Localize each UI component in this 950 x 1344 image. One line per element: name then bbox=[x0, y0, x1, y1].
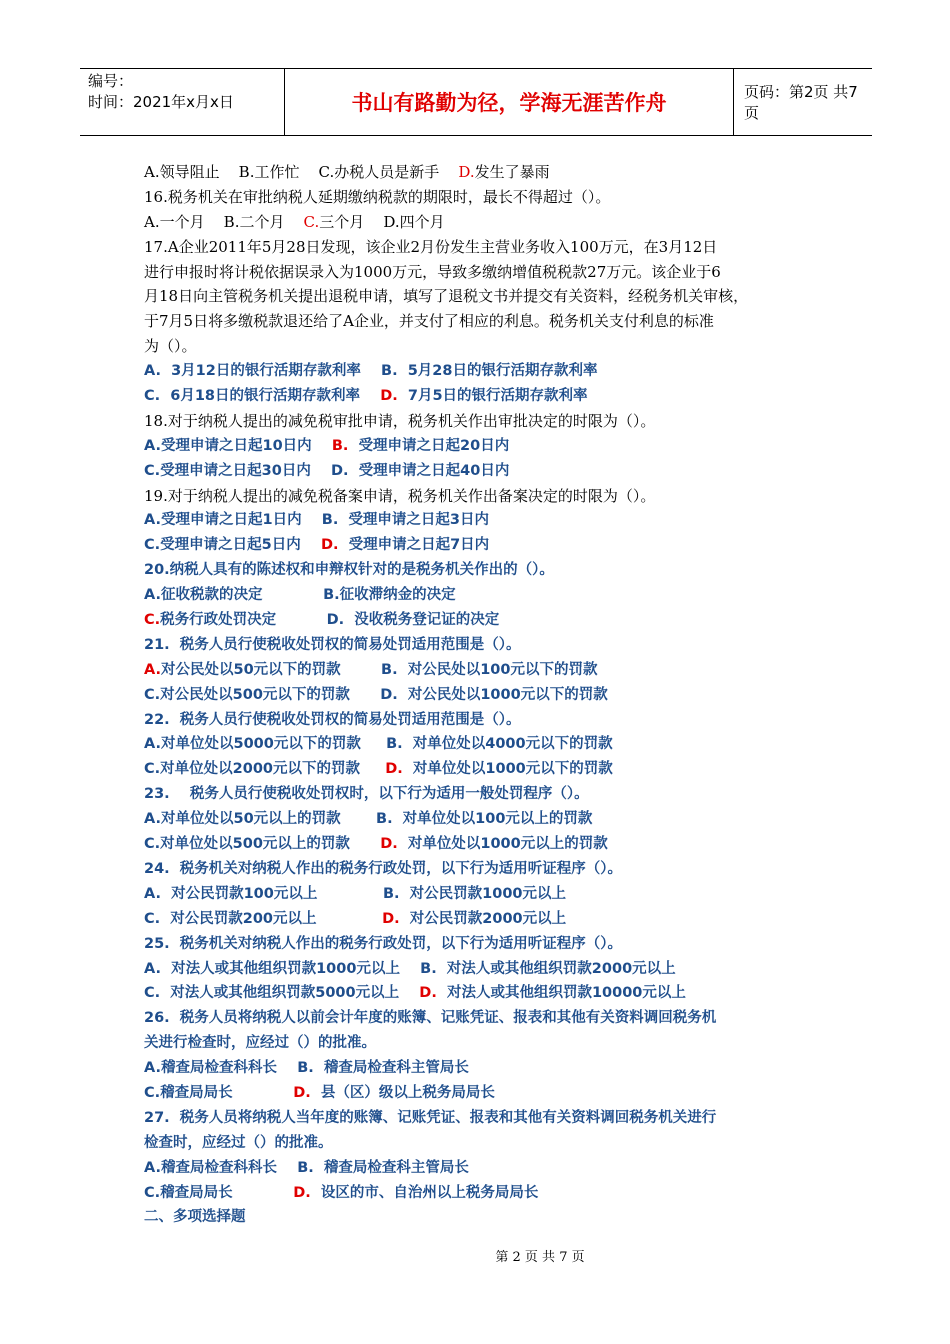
text-segment: 三个月 D.四个月 bbox=[319, 212, 445, 231]
text-line bbox=[144, 284, 824, 309]
header-meta bbox=[80, 69, 284, 135]
answer-marker: C. bbox=[144, 612, 161, 629]
text-segment: 为（）。 bbox=[144, 337, 197, 356]
text-segment: 18.对于纳税人提出的减免税审批申请，税务机关作出审批决定的时限为（）。 bbox=[144, 411, 656, 430]
text-segment: A.对单位处以5000元以下的罚款 B. 对单位处以4000元以下的罚款 bbox=[144, 736, 613, 753]
text-segment: A.对单位处以50元以上的罚款 B. 对单位处以100元以上的罚款 bbox=[144, 811, 593, 828]
answer-marker: D. bbox=[458, 163, 475, 181]
text-line bbox=[144, 1031, 824, 1056]
text-line bbox=[144, 583, 824, 608]
text-line bbox=[144, 334, 824, 359]
document-body bbox=[144, 160, 824, 1230]
text-line bbox=[144, 832, 824, 857]
text-line bbox=[144, 857, 824, 882]
text-segment: A. 对法人或其他组织罚款1000元以上 B. 对法人或其他组织罚款2000元以上 bbox=[144, 960, 676, 977]
text-line bbox=[144, 359, 824, 384]
answer-marker: D. bbox=[320, 537, 339, 554]
text-segment: C.稽查局局长 bbox=[144, 1084, 294, 1101]
text-segment: C.对公民处以500元以下的罚款 D. 对公民处以1000元以下的罚款 bbox=[144, 686, 608, 703]
text-line bbox=[144, 658, 824, 683]
text-line bbox=[144, 1156, 824, 1181]
header-page-label: 页码：第2页 共7页 bbox=[744, 83, 858, 122]
text-line bbox=[144, 981, 824, 1006]
answer-marker: A. bbox=[144, 661, 161, 678]
header-number-label: 编号： bbox=[88, 72, 134, 90]
text-line bbox=[144, 1131, 824, 1156]
answer-marker: D. bbox=[293, 1184, 311, 1201]
text-line bbox=[144, 708, 824, 733]
text-line bbox=[144, 1106, 824, 1131]
text-segment: C.对单位处以2000元以下的罚款 bbox=[144, 761, 386, 778]
text-segment: A.领导阻止 B.工作忙 C.办税人员是新手 bbox=[144, 163, 459, 181]
text-line bbox=[144, 484, 824, 509]
text-segment: A.受理申请之日起1日内 B. 受理申请之日起3日内 bbox=[144, 512, 490, 529]
text-line bbox=[144, 384, 824, 409]
answer-marker: D. bbox=[380, 836, 398, 853]
text-line bbox=[144, 160, 824, 185]
text-line bbox=[144, 807, 824, 832]
answer-marker: D. bbox=[380, 388, 398, 405]
text-segment: 对公民罚款2000元以上 bbox=[399, 910, 567, 927]
text-segment: C. 对法人或其他组织罚款5000元以上 bbox=[144, 985, 420, 1002]
answer-marker: D. bbox=[382, 910, 400, 927]
text-segment: 对单位处以1000元以上的罚款 bbox=[397, 836, 608, 853]
text-segment: A.一个月 B.二个月 bbox=[144, 212, 304, 231]
text-line bbox=[144, 882, 824, 907]
text-line bbox=[144, 260, 824, 285]
text-line bbox=[144, 434, 824, 459]
text-line bbox=[144, 210, 824, 235]
text-segment: A.稽查局检查科科长 B. 稽查局检查科主管局长 bbox=[144, 1159, 469, 1176]
text-line bbox=[144, 309, 824, 334]
text-line bbox=[144, 608, 824, 633]
text-segment: 23. 税务人员行使税收处罚权时，以下行为适用一般处罚程序（）。 bbox=[144, 786, 589, 803]
text-segment: 检查时，应经过（）的批准。 bbox=[144, 1134, 333, 1151]
answer-marker: C. bbox=[303, 212, 320, 231]
page-footer bbox=[0, 1246, 950, 1265]
text-line bbox=[144, 1056, 824, 1081]
text-segment: 25. 税务机关对纳税人作出的税务行政处罚，以下行为适用听证程序（）。 bbox=[144, 935, 623, 952]
text-segment: 县（区）级以上税务局局长 bbox=[310, 1084, 495, 1101]
text-segment: 进行申报时将计税依据误录入为1000万元，导致多缴纳增值税税款27万元。该企业于6 bbox=[144, 262, 721, 281]
text-segment: 17.A企业2011年5月28日发现，该企业2月份发生主营业务收入100万元，在3月12日 bbox=[144, 237, 718, 256]
text-segment: 发生了暴雨 bbox=[474, 163, 550, 181]
text-segment: 受理申请之日起7日内 bbox=[338, 537, 490, 554]
text-segment: 19.对于纳税人提出的减免税备案申请，税务机关作出备案决定的时限为（）。 bbox=[144, 486, 656, 505]
text-segment: C.受理申请之日起5日内 bbox=[144, 537, 321, 554]
text-segment: 于7月5日将多缴税款退还给了A企业，并支付了相应的利息。税务机关支付利息的标准 bbox=[144, 312, 714, 331]
text-segment: 7月5日的银行活期存款利率 bbox=[397, 388, 588, 405]
text-segment: 20.纳税人具有的陈述权和申辩权针对的是税务机关作出的（）。 bbox=[144, 562, 554, 579]
answer-marker: D. bbox=[293, 1084, 311, 1101]
page-header bbox=[80, 68, 872, 136]
text-line bbox=[144, 1181, 824, 1206]
text-segment: 对公民处以50元以下的罚款 B. 对公民处以100元以下的罚款 bbox=[161, 661, 598, 678]
text-segment: C.受理申请之日起30日内 D. 受理申请之日起40日内 bbox=[144, 462, 510, 479]
text-line bbox=[144, 782, 824, 807]
text-line bbox=[144, 1081, 824, 1106]
text-segment: 二、多项选择题 bbox=[144, 1209, 246, 1226]
text-segment: 对单位处以1000元以下的罚款 bbox=[402, 761, 613, 778]
text-segment: C.稽查局局长 bbox=[144, 1184, 294, 1201]
answer-marker: D. bbox=[419, 985, 437, 1002]
text-line bbox=[144, 235, 824, 260]
text-line bbox=[144, 932, 824, 957]
text-segment: C. 对公民罚款200元以上 bbox=[144, 910, 383, 927]
text-segment: 21. 税务人员行使税收处罚权的简易处罚适用范围是（）。 bbox=[144, 636, 521, 653]
text-segment: 24. 税务机关对纳税人作出的税务行政处罚，以下行为适用听证程序（）。 bbox=[144, 860, 623, 877]
text-line bbox=[144, 633, 824, 658]
text-segment: 设区的市、自治州以上税务局局长 bbox=[310, 1184, 539, 1201]
text-segment: A.征收税款的决定 B.征收滞纳金的决定 bbox=[144, 587, 456, 604]
header-time-label: 时间：2021年x月x日 bbox=[88, 93, 234, 111]
text-line bbox=[144, 732, 824, 757]
text-line bbox=[144, 957, 824, 982]
text-line bbox=[144, 459, 824, 484]
text-line bbox=[144, 1006, 824, 1031]
text-line bbox=[144, 683, 824, 708]
text-segment: A.受理申请之日起10日内 bbox=[144, 437, 332, 454]
text-line bbox=[144, 1205, 824, 1230]
text-segment: 关进行检查时，应经过（）的批准。 bbox=[144, 1035, 376, 1052]
answer-marker: D. bbox=[385, 761, 403, 778]
text-segment: 22. 税务人员行使税收处罚权的简易处罚适用范围是（）。 bbox=[144, 711, 521, 728]
text-segment: 受理申请之日起20日内 bbox=[348, 437, 510, 454]
text-segment: 26. 税务人员将纳税人以前会计年度的账簿、记账凭证、报表和其他有关资料调回税务机 bbox=[144, 1010, 717, 1027]
text-line bbox=[144, 558, 824, 583]
text-line bbox=[144, 185, 824, 210]
answer-marker: B. bbox=[331, 437, 349, 454]
text-segment: 对法人或其他组织罚款10000元以上 bbox=[436, 985, 686, 1002]
text-line bbox=[144, 907, 824, 932]
text-line bbox=[144, 533, 824, 558]
text-segment: C. 6月18日的银行活期存款利率 bbox=[144, 388, 381, 405]
text-segment: 16.税务机关在审批纳税人延期缴纳税款的期限时，最长不得超过（）。 bbox=[144, 187, 611, 206]
text-segment: C.对单位处以500元以上的罚款 bbox=[144, 836, 381, 853]
text-segment: A.稽查局检查科科长 B. 稽查局检查科主管局长 bbox=[144, 1060, 469, 1077]
text-segment: A. 3月12日的银行活期存款利率 B. 5月28日的银行活期存款利率 bbox=[144, 363, 598, 380]
text-segment: A. 对公民罚款100元以上 B. 对公民罚款1000元以上 bbox=[144, 885, 566, 902]
text-line bbox=[144, 508, 824, 533]
text-segment: 月18日向主管税务机关提出退税申请，填写了退税文书并提交有关资料，经税务机关审核， bbox=[144, 287, 749, 306]
text-line bbox=[144, 409, 824, 434]
header-motto: 书山有路勤为径，学海无涯苦作舟 bbox=[284, 69, 734, 135]
footer-page-number: 第 2 页 共 7 页 bbox=[495, 1250, 585, 1265]
text-segment: 税务行政处罚决定 D. 没收税务登记证的决定 bbox=[160, 612, 500, 629]
text-line bbox=[144, 757, 824, 782]
text-segment: 27. 税务人员将纳税人当年度的账簿、记账凭证、报表和其他有关资料调回税务机关进行 bbox=[144, 1109, 717, 1126]
